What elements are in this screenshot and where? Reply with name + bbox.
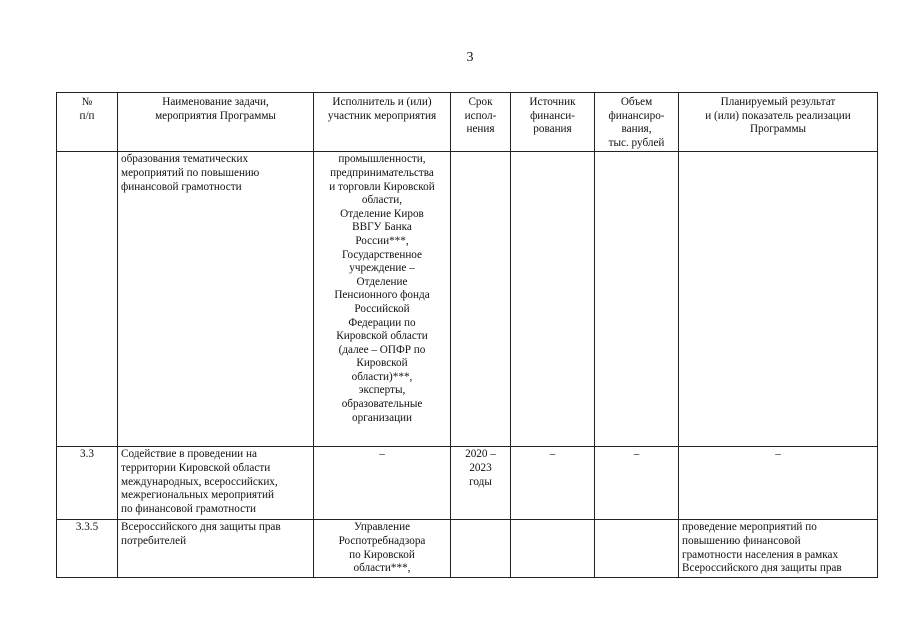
header-row bbox=[57, 93, 878, 152]
row-executor: – bbox=[314, 447, 451, 520]
row-name: Содействие в проведении на территории Кировской области международных, всероссийских, межрегиональных мероприятий по финансовой грамотности bbox=[118, 447, 314, 520]
row-source bbox=[511, 520, 595, 577]
row-term: 2020 – 2023 годы bbox=[451, 447, 511, 520]
row-executor: Управление Роспотребнадзора по Кировской области***, bbox=[314, 520, 451, 577]
row-volume bbox=[595, 152, 679, 447]
header-source: Источник финанси- рования bbox=[511, 93, 595, 152]
header-result: Планируемый результат и (или) показатель реализации Программы bbox=[679, 93, 878, 152]
row-result: – bbox=[679, 447, 878, 520]
page-number: 3 bbox=[466, 50, 474, 65]
table-row bbox=[57, 520, 878, 577]
row-source bbox=[511, 152, 595, 447]
header-term: Срок испол- нения bbox=[451, 93, 511, 152]
row-num bbox=[57, 152, 118, 447]
row-executor: промышленности, предпринимательства и торговли Кировской области, Отделение Киров ВВГУ Банка России***, Государственное учреждение – Отделение Пенсионного фонда Российской Федерации по Кировской области (далее – ОПФР по Кировской области)***, эксперты, образовательные организации bbox=[314, 152, 451, 447]
row-term bbox=[451, 520, 511, 577]
table-row bbox=[57, 447, 878, 520]
table-row bbox=[57, 152, 878, 447]
row-result bbox=[679, 152, 878, 447]
row-term bbox=[451, 152, 511, 447]
row-volume bbox=[595, 520, 679, 577]
header-volume: Объем финансиро- вания, тыс. рублей bbox=[595, 93, 679, 152]
row-name: Всероссийского дня защиты прав потребителей bbox=[118, 520, 314, 577]
header-num: № п/п bbox=[57, 93, 118, 152]
row-num: 3.3.5 bbox=[57, 520, 118, 577]
row-result: проведение мероприятий по повышению финансовой грамотности населения в рамках Всероссийского дня защиты прав bbox=[679, 520, 878, 577]
row-name: образования тематических мероприятий по повышению финансовой грамотности bbox=[118, 152, 314, 447]
row-volume: – bbox=[595, 447, 679, 520]
header-task-name: Наименование задачи, мероприятия Программы bbox=[118, 93, 314, 152]
program-table bbox=[56, 92, 878, 578]
row-num: 3.3 bbox=[57, 447, 118, 520]
header-executor: Исполнитель и (или) участник мероприятия bbox=[314, 93, 451, 152]
row-source: – bbox=[511, 447, 595, 520]
